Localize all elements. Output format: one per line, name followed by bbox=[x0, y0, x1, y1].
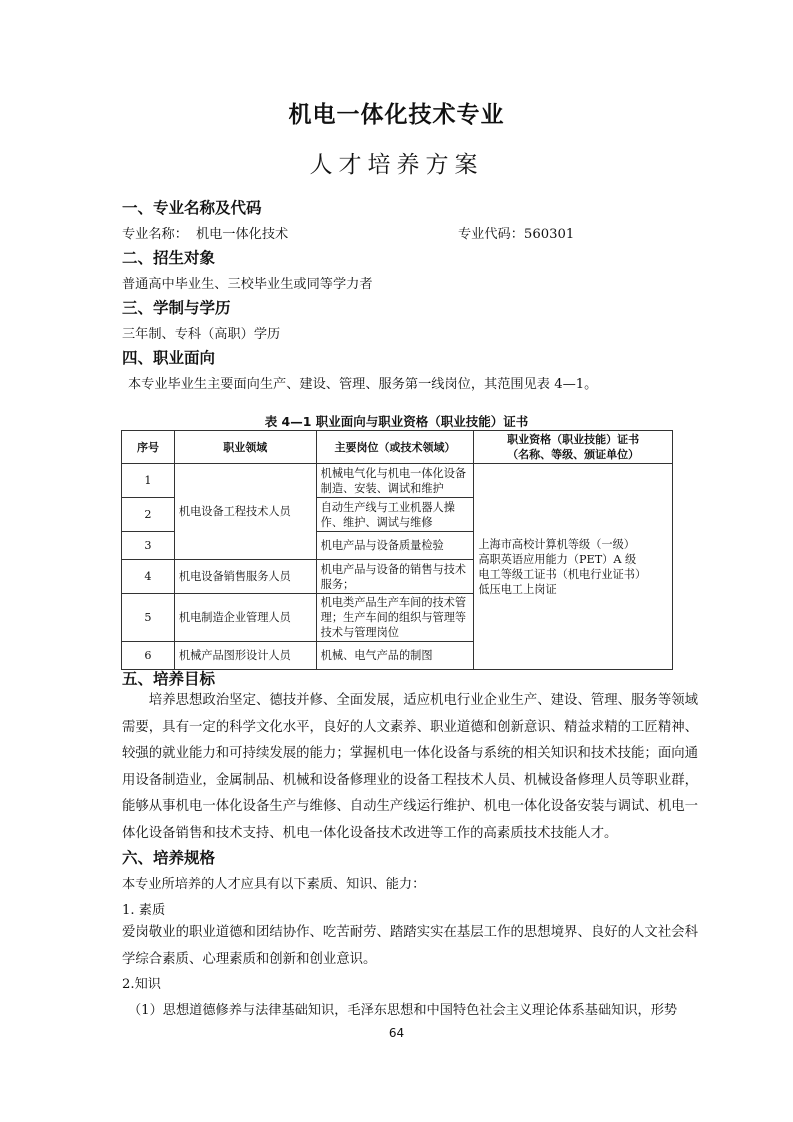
section-heading-name-code: 一、专业名称及代码 bbox=[122, 199, 262, 217]
row-no: 3 bbox=[122, 532, 175, 560]
cert-item: 上海市高校计算机等级（一级） bbox=[478, 537, 635, 551]
cert-item: 高职英语应用能力（PET）A 级 bbox=[478, 552, 637, 566]
row-no: 2 bbox=[122, 498, 175, 532]
major-code: 专业代码：560301 bbox=[458, 227, 575, 242]
goals-text: 培养思想政治坚定、德技并修、全面发展，适应机电行业企业生产、建设、管理、服务等领域需要，具有一定的科学文化水平，良好的人文素养、职业道德和创新意识、精益求精的工匠精神、较强的就业能力和可持续发展的能力；掌握机电一体化设备与系统的相关知识和技术技能；面向通用设备制造业，金属制品、机械和设备修理业的设备工程技术人员、机械设备修理人员等职业群，能够从事机电一体化设备生产与维修、自动生产线运行维护、机电一体化设备安装与调试、机电一体化设备销售和技术支持、机电一体化设备技术改进等工作的高素质技术技能人才。 bbox=[122, 693, 698, 841]
cert-item: 低压电工上岗证 bbox=[478, 582, 557, 596]
row-no: 4 bbox=[122, 560, 175, 594]
row-post: 机电产品与设备的销售与技术服务； bbox=[316, 560, 474, 594]
cert-item: 电工等级工证书（机电行业证书） bbox=[478, 567, 647, 581]
enrollment-text: 普通高中毕业生、三校毕业生或同等学力者 bbox=[122, 277, 373, 292]
section-heading-specs: 六、培养规格 bbox=[122, 849, 216, 867]
header-cert-line2: （名称、等级、颁证单位） bbox=[507, 448, 640, 461]
row-post: 机电产品与设备质量检验 bbox=[316, 532, 474, 560]
cert-cell bbox=[474, 464, 673, 670]
field-management: 机电制造企业管理人员 bbox=[174, 594, 316, 642]
document-title: 机电一体化技术专业 bbox=[288, 102, 505, 128]
header-no: 序号 bbox=[122, 431, 175, 464]
table-row bbox=[122, 464, 673, 498]
page-number: 64 bbox=[388, 1026, 405, 1040]
specs-item2-line: （1）思想道德修养与法律基础知识，毛泽东思想和中国特色社会主义理论体系基础知识，形势 bbox=[128, 1003, 678, 1018]
career-text: 本专业毕业生主要面向生产、建设、管理、服务第一线岗位，其范围见表 4—1。 bbox=[128, 377, 598, 392]
row-no: 5 bbox=[122, 594, 175, 642]
major-name-label: 专业名称： bbox=[122, 227, 188, 242]
table-caption: 表 4—1 职业面向与职业资格（职业技能）证书 bbox=[264, 414, 529, 429]
field-sales: 机电设备销售服务人员 bbox=[174, 560, 316, 594]
section-heading-career: 四、职业面向 bbox=[122, 349, 216, 367]
section-heading-duration: 三、学制与学历 bbox=[122, 299, 231, 317]
section-heading-goals: 五、培养目标 bbox=[122, 670, 216, 688]
field-drafting: 机械产品图形设计人员 bbox=[174, 642, 316, 670]
row-post: 机电类产品生产车间的技术管理；生产车间的组织与管理等技术与管理岗位 bbox=[316, 594, 474, 642]
header-cert-line1: 职业资格（职业技能）证书 bbox=[507, 433, 640, 446]
specs-item1-title: 1. 素质 bbox=[122, 903, 166, 918]
specs-item1-text: 爱岗敬业的职业道德和团结协作、吃苦耐劳、踏踏实实在基层工作的思想境界、良好的人文社会科学综合素质、心理素质和创新和创业意识。 bbox=[122, 925, 698, 967]
row-no: 1 bbox=[122, 464, 175, 498]
row-post: 自动生产线与工业机器人操作、维护、调试与维修 bbox=[316, 498, 474, 532]
header-cert bbox=[474, 431, 673, 464]
table-header-row bbox=[122, 431, 673, 464]
row-post: 机械、电气产品的制图 bbox=[316, 642, 474, 670]
header-post: 主要岗位（或技术领域） bbox=[316, 431, 474, 464]
row-no: 6 bbox=[122, 642, 175, 670]
row-post: 机械电气化与机电一体化设备制造、安装、调试和维护 bbox=[316, 464, 474, 498]
header-field: 职业领域 bbox=[174, 431, 316, 464]
field-engineering: 机电设备工程技术人员 bbox=[174, 464, 316, 560]
specs-item2-title: 2.知识 bbox=[122, 977, 161, 992]
section-heading-enrollment: 二、招生对象 bbox=[122, 249, 216, 267]
duration-text: 三年制、专科（高职）学历 bbox=[122, 327, 281, 342]
specs-intro: 本专业所培养的人才应具有以下素质、知识、能力： bbox=[122, 877, 426, 892]
major-name-value: 机电一体化技术 bbox=[195, 227, 289, 242]
career-table bbox=[121, 430, 673, 670]
major-name-line bbox=[122, 223, 288, 242]
document-subtitle: 人才培养方案 bbox=[309, 152, 484, 178]
